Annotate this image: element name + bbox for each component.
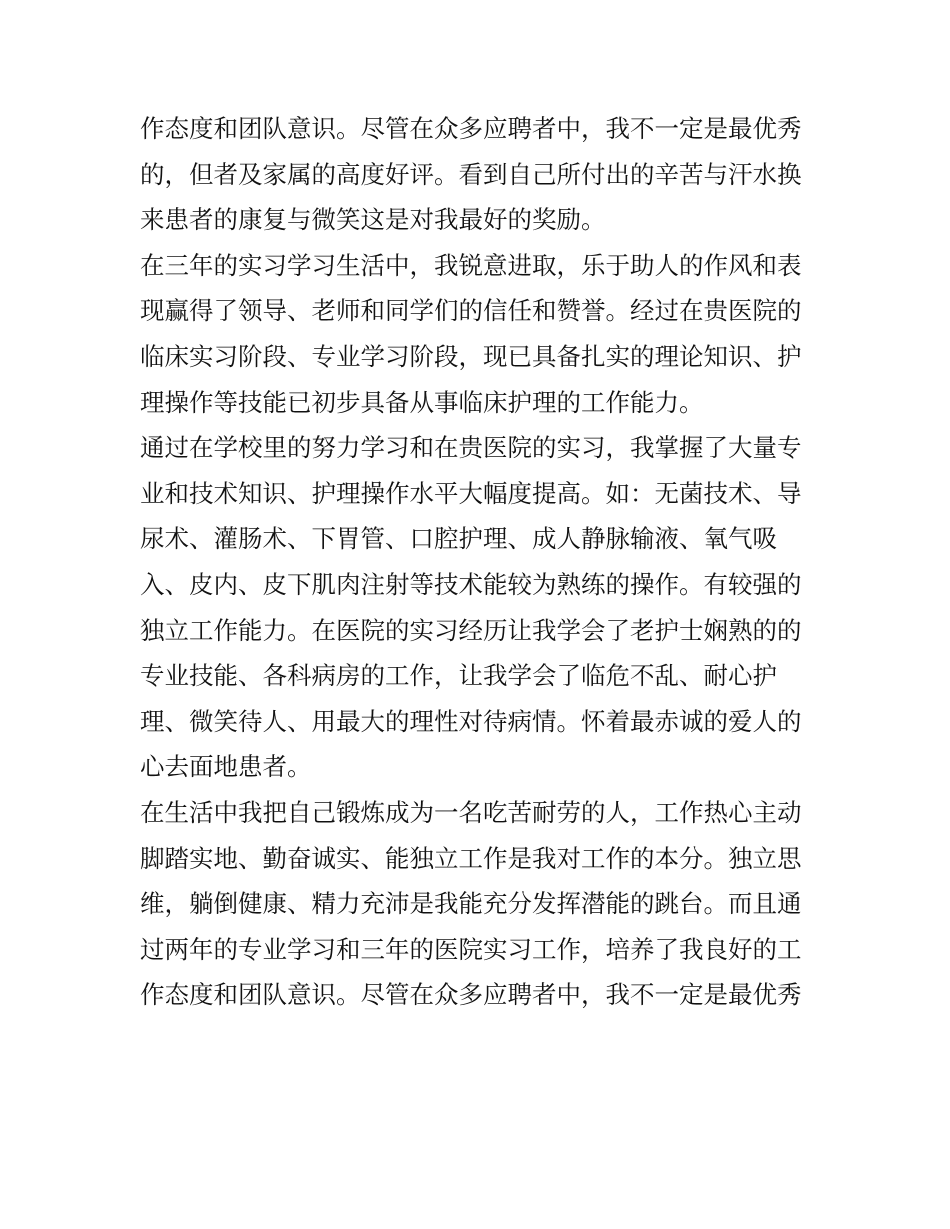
text-line: 独立工作能力。在医院的实习经历让我学会了老护士娴熟的的	[140, 615, 802, 645]
text-line: 通过在学校里的努力学习和在贵医院的实习，我掌握了大量专	[140, 433, 802, 463]
text-line: 理操作等技能已初步具备从事临床护理的工作能力。	[140, 387, 704, 417]
text-line: 来患者的康复与微笑这是对我最好的奖励。	[140, 205, 606, 235]
text-line: 过两年的专业学习和三年的医院实习工作，培养了我良好的工	[140, 934, 802, 964]
text-line: 理、微笑待人、用最大的理性对待病情。怀着最赤诚的爱人的	[140, 706, 802, 736]
text-line: 的，但者及家属的高度好评。看到自己所付出的辛苦与汗水换	[140, 159, 802, 189]
text-line: 维，躺倒健康、精力充沛是我能充分发挥潜能的跳台。而且通	[140, 889, 802, 919]
text-line: 尿术、灌肠术、下胃管、口腔护理、成人静脉输液、氧气吸	[140, 524, 777, 554]
text-line: 作态度和团队意识。尽管在众多应聘者中，我不一定是最优秀	[140, 980, 802, 1010]
text-line: 心去面地患者。	[140, 752, 312, 782]
text-line: 专业技能、各科病房的工作，让我学会了临危不乱、耐心护	[140, 661, 777, 691]
text-line: 脚踏实地、勤奋诚实、能独立工作是我对工作的本分。独立思	[140, 843, 802, 873]
text-line: 临床实习阶段、专业学习阶段，现已具备扎实的理论知识、护	[140, 341, 802, 371]
document-body	[140, 106, 812, 1018]
text-line: 在生活中我把自己锻炼成为一名吃苦耐劳的人，工作热心主动	[140, 797, 802, 827]
text-line: 在三年的实习学习生活中，我锐意进取，乐于助人的作风和表	[140, 250, 802, 280]
text-line: 业和技术知识、护理操作水平大幅度提高。如：无菌技术、导	[140, 478, 802, 508]
text-line: 现赢得了领导、老师和同学们的信任和赞誉。经过在贵医院的	[140, 296, 802, 326]
text-line: 作态度和团队意识。尽管在众多应聘者中，我不一定是最优秀	[140, 114, 802, 143]
text-line: 入、皮内、皮下肌肉注射等技术能较为熟练的操作。有较强的	[140, 569, 802, 599]
